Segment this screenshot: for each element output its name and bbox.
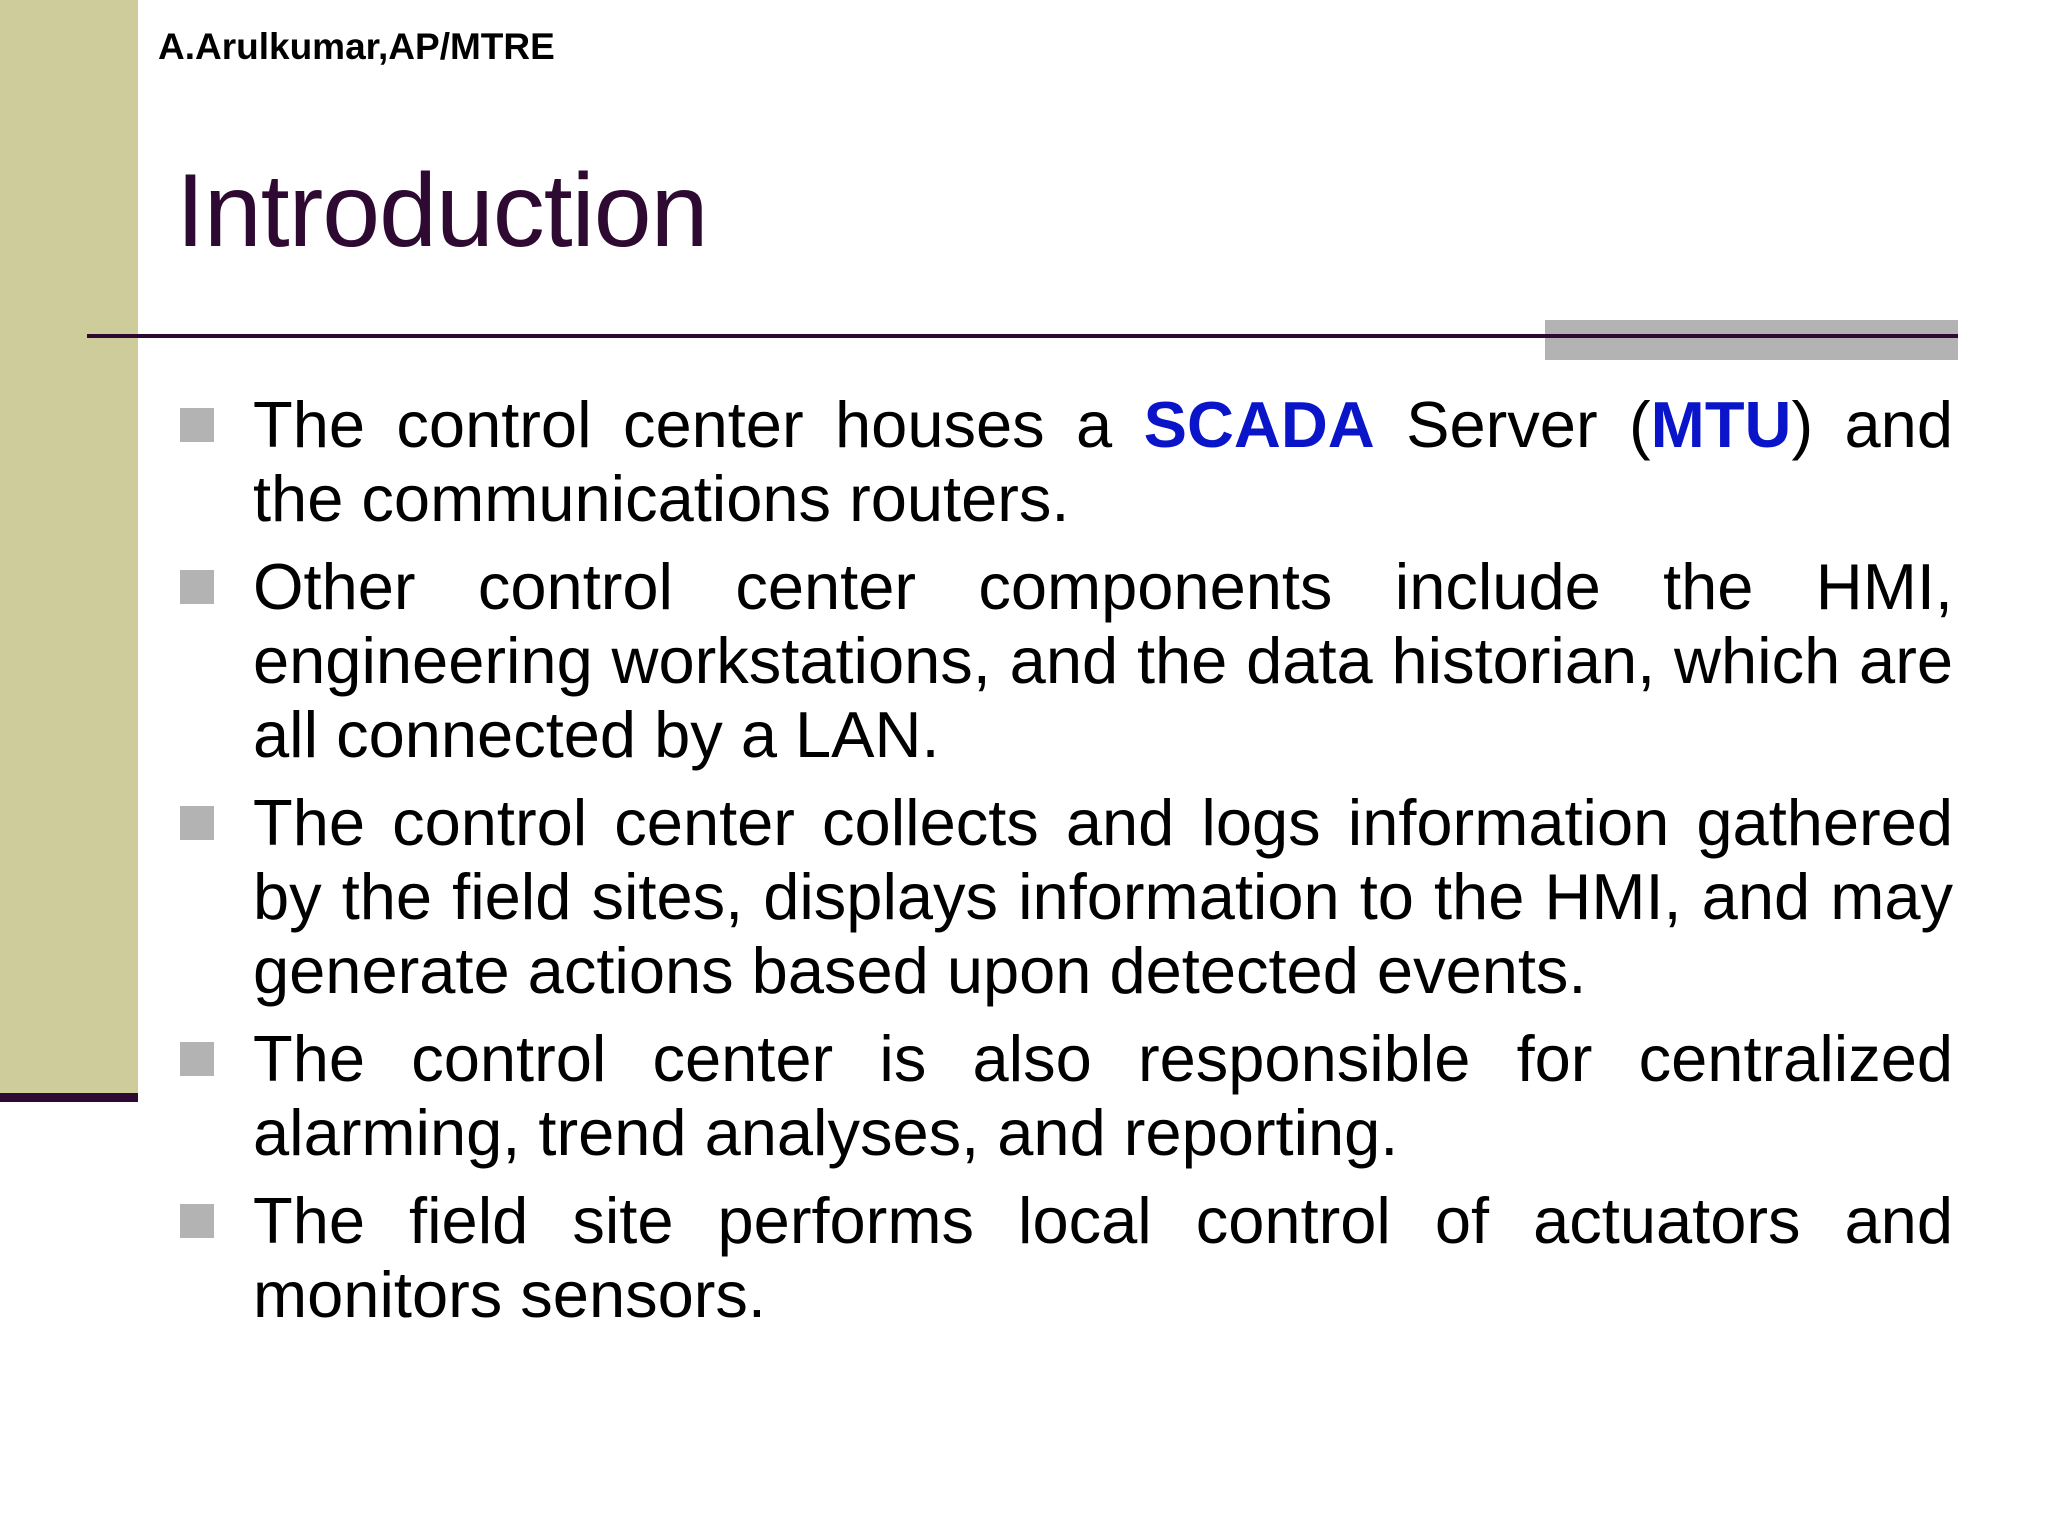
square-bullet-icon	[180, 806, 214, 840]
square-bullet-icon	[180, 570, 214, 604]
highlight-mtu: MTU	[1650, 388, 1792, 461]
bullet-item	[178, 786, 1953, 1008]
bullet-item	[178, 550, 1953, 772]
bullet-text-post: ) and the communications routers.	[253, 388, 1953, 535]
square-bullet-icon	[180, 408, 214, 442]
bullet-text-mid: Server (	[1374, 388, 1651, 461]
bullet-text-pre: The control center houses a	[253, 388, 1144, 461]
highlight-scada: SCADA	[1143, 388, 1375, 461]
author-label: A.Arulkumar,AP/MTRE	[158, 26, 555, 67]
title-divider	[87, 334, 1958, 338]
bullet-text: The control center is also responsible for centralized alarming, trend analyses, and reporting.	[253, 1022, 1953, 1169]
bullet-item	[178, 388, 1953, 536]
bullet-list	[178, 388, 1953, 1346]
bullet-item	[178, 1022, 1953, 1170]
bullet-text: The control center collects and logs information gathered by the field sites, displays information to the HMI, and may generate actions based upon detected events.	[253, 786, 1953, 1007]
left-accent-rule	[0, 1093, 138, 1102]
bullet-text: Other control center components include the HMI, engineering workstations, and the data historian, which are all connected by a LAN.	[253, 550, 1953, 771]
square-bullet-icon	[180, 1204, 214, 1238]
square-bullet-icon	[180, 1042, 214, 1076]
left-accent-bar	[0, 0, 138, 1093]
bullet-item	[178, 1184, 1953, 1332]
bullet-text: The field site performs local control of actuators and monitors sensors.	[253, 1184, 1953, 1331]
title-grey-accent	[1545, 320, 1958, 360]
slide-title: Introduction	[176, 153, 708, 269]
